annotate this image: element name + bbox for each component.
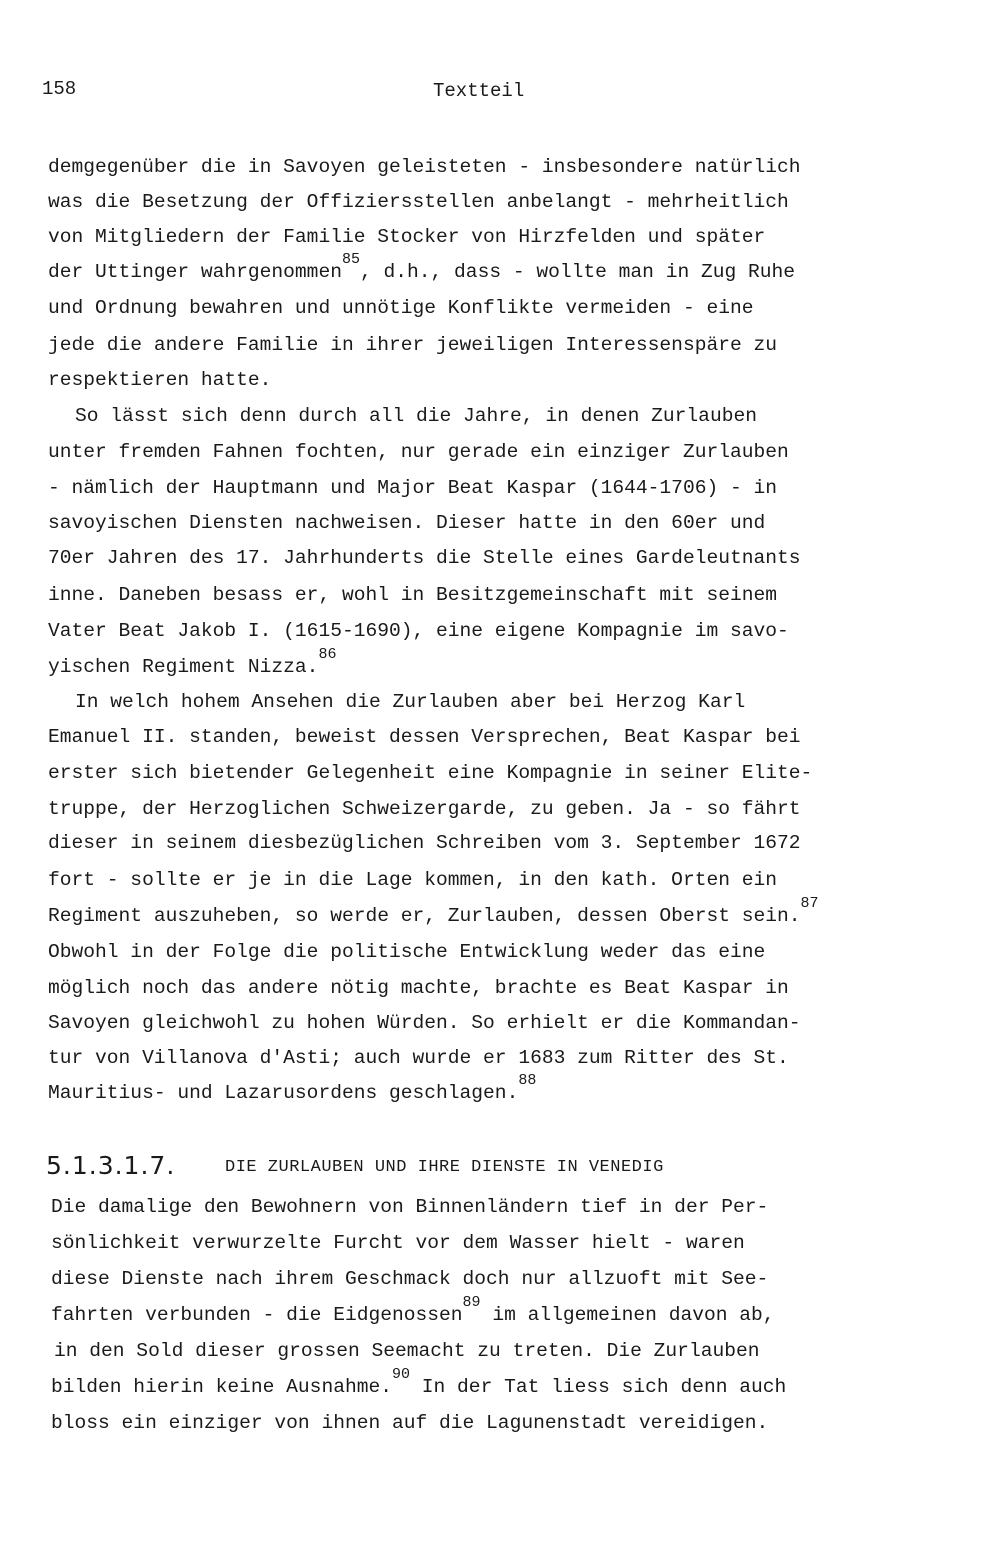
text-line: Obwohl in der Folge die politische Entwicklung weder das eine — [48, 941, 766, 963]
text-segment: im allgemeinen davon ab, — [480, 1304, 775, 1326]
text-line — [48, 1072, 537, 1104]
text-line: diese Dienste nach ihrem Geschmack doch nur allzuoft mit See- — [51, 1268, 769, 1290]
text-line — [48, 251, 796, 283]
footnote-ref-88: 88 — [518, 1072, 537, 1089]
section-number: 5.1.3.1.7. — [46, 1151, 176, 1180]
text-line: Savoyen gleichwohl zu hohen Würden. So erhielt er die Kommandan- — [48, 1012, 801, 1034]
text-line: fort - sollte er je in die Lage kommen, in den kath. Orten ein — [48, 869, 778, 891]
text-line: von Mitgliedern der Familie Stocker von Hirzfelden und später — [48, 226, 766, 248]
text-line: dieser in seinem diesbezüglichen Schreiben vom 3. September 1672 — [48, 832, 801, 854]
text-line: erster sich bietender Gelegenheit eine Kompagnie in seiner Elite- — [48, 762, 813, 784]
text-line: was die Besetzung der Offiziersstellen anbelangt - mehrheitlich — [48, 191, 789, 213]
footnote-ref-87: 87 — [800, 895, 819, 912]
text-line: bloss ein einziger von ihnen auf die Lagunenstadt vereidigen. — [51, 1412, 769, 1434]
text-line: inne. Daneben besass er, wohl in Besitzgemeinschaft mit seinem — [48, 584, 778, 606]
text-segment: bilden hierin keine Ausnahme. — [51, 1376, 392, 1398]
page-number: 158 — [42, 78, 77, 100]
text-segment: Regiment auszuheben, so werde er, Zurlauben, dessen Oberst sein. — [48, 905, 801, 927]
text-line: Emanuel II. standen, beweist dessen Versprechen, Beat Kaspar bei — [48, 726, 801, 748]
text-line: - nämlich der Hauptmann und Major Beat Kaspar (1644-1706) - in — [48, 477, 778, 499]
footnote-ref-86: 86 — [318, 646, 337, 663]
footnote-ref-85: 85 — [341, 251, 360, 268]
text-line: truppe, der Herzoglichen Schweizergarde, zu geben. Ja - so fährt — [48, 798, 801, 820]
text-segment: Mauritius- und Lazarusordens geschlagen. — [48, 1082, 519, 1104]
text-line: in den Sold dieser grossen Seemacht zu treten. Die Zurlauben — [54, 1340, 760, 1362]
text-line: jede die andere Familie in ihrer jeweiligen Interessenspäre zu — [48, 334, 778, 356]
text-line: tur von Villanova d'Asti; auch wurde er 1683 zum Ritter des St. — [48, 1047, 789, 1069]
text-line: sönlichkeit verwurzelte Furcht vor dem Wasser hielt - waren — [51, 1232, 745, 1254]
section-title: DIE ZURLAUBEN UND IHRE DIENSTE IN VENEDIG — [225, 1158, 664, 1177]
text-line — [48, 895, 819, 927]
text-line: savoyischen Diensten nachweisen. Dieser hatte in den 60er und — [48, 512, 766, 534]
text-line — [51, 1294, 775, 1326]
text-line: respektieren hatte. — [48, 369, 272, 391]
text-line: 70er Jahren des 17. Jahrhunderts die Stelle eines Gardeleutnants — [48, 547, 801, 569]
running-head: Textteil — [433, 80, 525, 102]
text-line — [51, 1366, 787, 1398]
text-line: Vater Beat Jakob I. (1615-1690), eine eigene Kompagnie im savo- — [48, 620, 789, 642]
text-line: demgegenüber die in Savoyen geleisteten - insbesondere natürlich — [48, 156, 801, 178]
text-line: unter fremden Fahnen fochten, nur gerade ein einziger Zurlauben — [48, 441, 789, 463]
text-line: und Ordnung bewahren und unnötige Konflikte vermeiden - eine — [48, 297, 754, 319]
text-line: Die damalige den Bewohnern von Binnenländern tief in der Per- — [51, 1196, 769, 1218]
text-line — [48, 646, 337, 678]
text-line: In welch hohem Ansehen die Zurlauben aber bei Herzog Karl — [75, 691, 746, 713]
footnote-ref-89: 89 — [462, 1294, 481, 1311]
text-line: So lässt sich denn durch all die Jahre, in denen Zurlauben — [75, 405, 757, 427]
text-segment: In der Tat liess sich denn auch — [410, 1376, 787, 1398]
text-segment: der Uttinger wahrgenommen — [48, 261, 342, 283]
text-segment: yischen Regiment Nizza. — [48, 656, 319, 678]
text-segment: , d.h., dass - wollte man in Zug Ruhe — [359, 261, 796, 283]
text-line: möglich noch das andere nötig machte, brachte es Beat Kaspar in — [48, 977, 789, 999]
footnote-ref-90: 90 — [392, 1366, 411, 1383]
text-segment: fahrten verbunden - die Eidgenossen — [51, 1304, 463, 1326]
